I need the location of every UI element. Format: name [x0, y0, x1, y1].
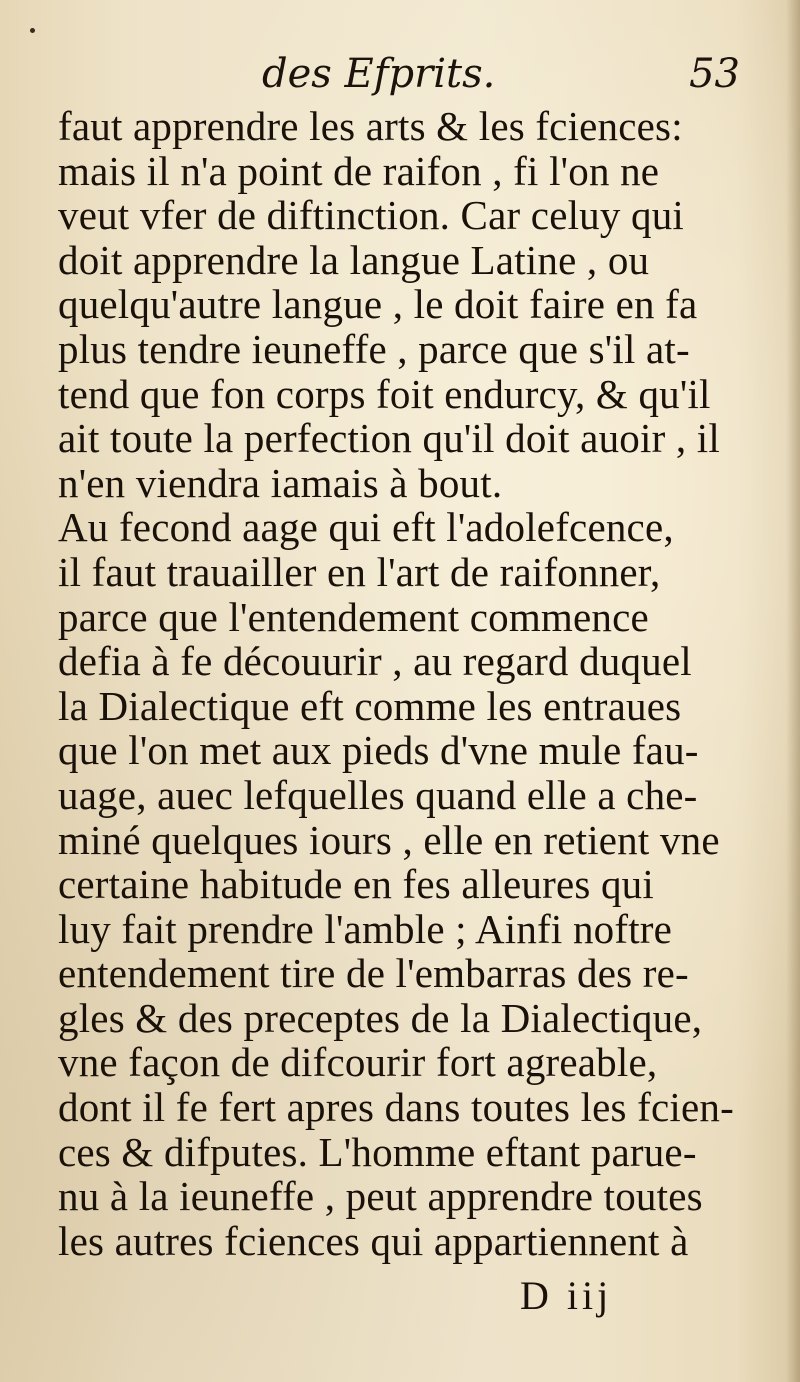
- text-line: entendement tire de l'embarras des re-: [58, 950, 689, 997]
- signature-mark: D iij: [520, 1273, 613, 1318]
- text-line: la Dialectique eft comme les entraues: [58, 682, 682, 729]
- text-line: ces & difputes. L'homme eftant parue-: [58, 1128, 697, 1175]
- text-line: doit apprendre la langue Latine , ou: [58, 236, 650, 283]
- text-line: veut vfer de diftinction. Car celuy qui: [58, 192, 685, 239]
- text-line: Au fecond aage qui eft l'adolefcence,: [58, 504, 674, 551]
- text-line: miné quelques iours , elle en retient vne: [58, 816, 720, 863]
- text-line: il faut trauailler en l'art de raifonner,: [58, 548, 661, 595]
- text-line: les autres fciences qui appartiennent à: [58, 1217, 689, 1264]
- text-line: ait toute la perfection qu'il doit auoir , il: [58, 415, 720, 462]
- text-line: parce que l'entendement commence: [58, 593, 649, 640]
- page-edge-shadow: [786, 0, 800, 1382]
- text-line: nu à la ieuneffe , peut apprendre toutes: [58, 1173, 703, 1220]
- text-line: n'en viendra iamais à bout.: [58, 459, 503, 506]
- text-line: certaine habitude en fes alleures qui: [58, 861, 654, 908]
- text-line: mais il n'a point de raifon , fi l'on ne: [58, 147, 660, 194]
- page-footer: [520, 1272, 612, 1320]
- text-line: que l'on met aux pieds d'vne mule fau-: [58, 727, 699, 774]
- text-line: luy fait prendre l'amble ; Ainfi noftre: [58, 905, 673, 952]
- text-line: plus tendre ieuneffe , parce que s'il at-: [58, 325, 690, 372]
- page-number: 53: [689, 51, 740, 97]
- text-line: vne façon de difcourir fort agreable,: [58, 1039, 658, 1086]
- text-line: dont il fe fert apres dans toutes les fcien-: [58, 1084, 734, 1131]
- running-head: des Efprits.: [262, 51, 496, 97]
- text-line: faut apprendre les arts & les fciences:: [58, 103, 683, 149]
- ink-dot: [30, 28, 35, 33]
- text-line: quelqu'autre langue , le doit faire en fa: [58, 281, 698, 328]
- page-header: [50, 44, 740, 104]
- text-line: defia à fe découurir , au regard duquel: [58, 638, 692, 685]
- body-text: [58, 104, 742, 1263]
- text-line: uage, auec lefquelles quand elle a che-: [58, 771, 698, 818]
- text-line: tend que fon corps foit endurcy, & qu'il: [58, 370, 711, 417]
- text-line: gles & des preceptes de la Dialectique,: [58, 994, 703, 1041]
